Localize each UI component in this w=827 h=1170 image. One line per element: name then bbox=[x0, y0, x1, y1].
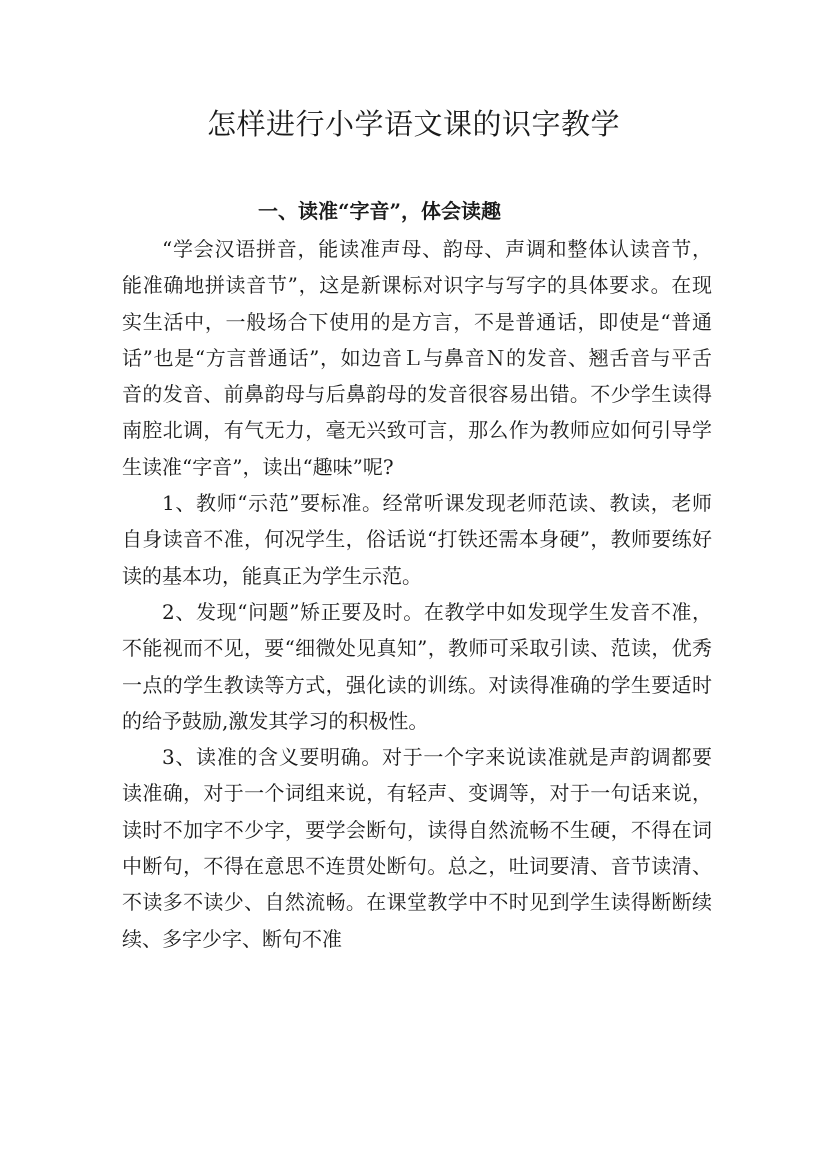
document-body bbox=[122, 231, 712, 957]
document-title: 怎样进行小学语文课的识字教学 bbox=[206, 107, 620, 141]
section-heading: 一、读准“字音”，体会读趣 bbox=[258, 199, 502, 223]
paragraph-point-1: 1、教师“示范”要标准。经常听课发现老师范读、教读，老师自身读音不准，何况学生，俗话说“打铁还需本身硬”，教师要练好读的基本功，能真正为学生示范。 bbox=[122, 491, 712, 588]
paragraph-point-3: 3、读准的含义要明确。对于一个字来说读准就是声韵调都要读准确，对于一个词组来说，有轻声、变调等，对于一句话来说，读时不加字不少字，要学会断句，读得自然流畅不生硬，不得在词中断句，不得在意思不连贯处断句。总之，吐词要清、音节读清、不读多不读少、自然流畅。在课堂教学中不时见到学生读得断断续续、多字少字、断句不准 bbox=[122, 745, 712, 951]
paragraph-point-2: 2、发现“问题”矫正要及时。在教学中如发现学生发音不准，不能视而不见，要“细微处见真知”，教师可采取引读、范读，优秀一点的学生教读等方式，强化读的训练。对读得准确的学生要适时的给予鼓励,激发其学习的积极性。 bbox=[122, 599, 712, 733]
paragraph-intro: “学会汉语拼音，能读准声母、韵母、声调和整体认读音节，能准确地拼读音节”，这是新课标对识字与写字的具体要求。在现实生活中，一般场合下使用的是方言，不是普通话，即使是“普通话”也是“方言普通话”，如边音Ｌ与鼻音Ｎ的发音、翘舌音与平舌音的发音、前鼻韵母与后鼻韵母的发音很容易出错。不少学生读得南腔北调，有气无力，毫无兴致可言，那么作为教师应如何引导学生读准“字音”，读出“趣味”呢? bbox=[122, 237, 712, 479]
